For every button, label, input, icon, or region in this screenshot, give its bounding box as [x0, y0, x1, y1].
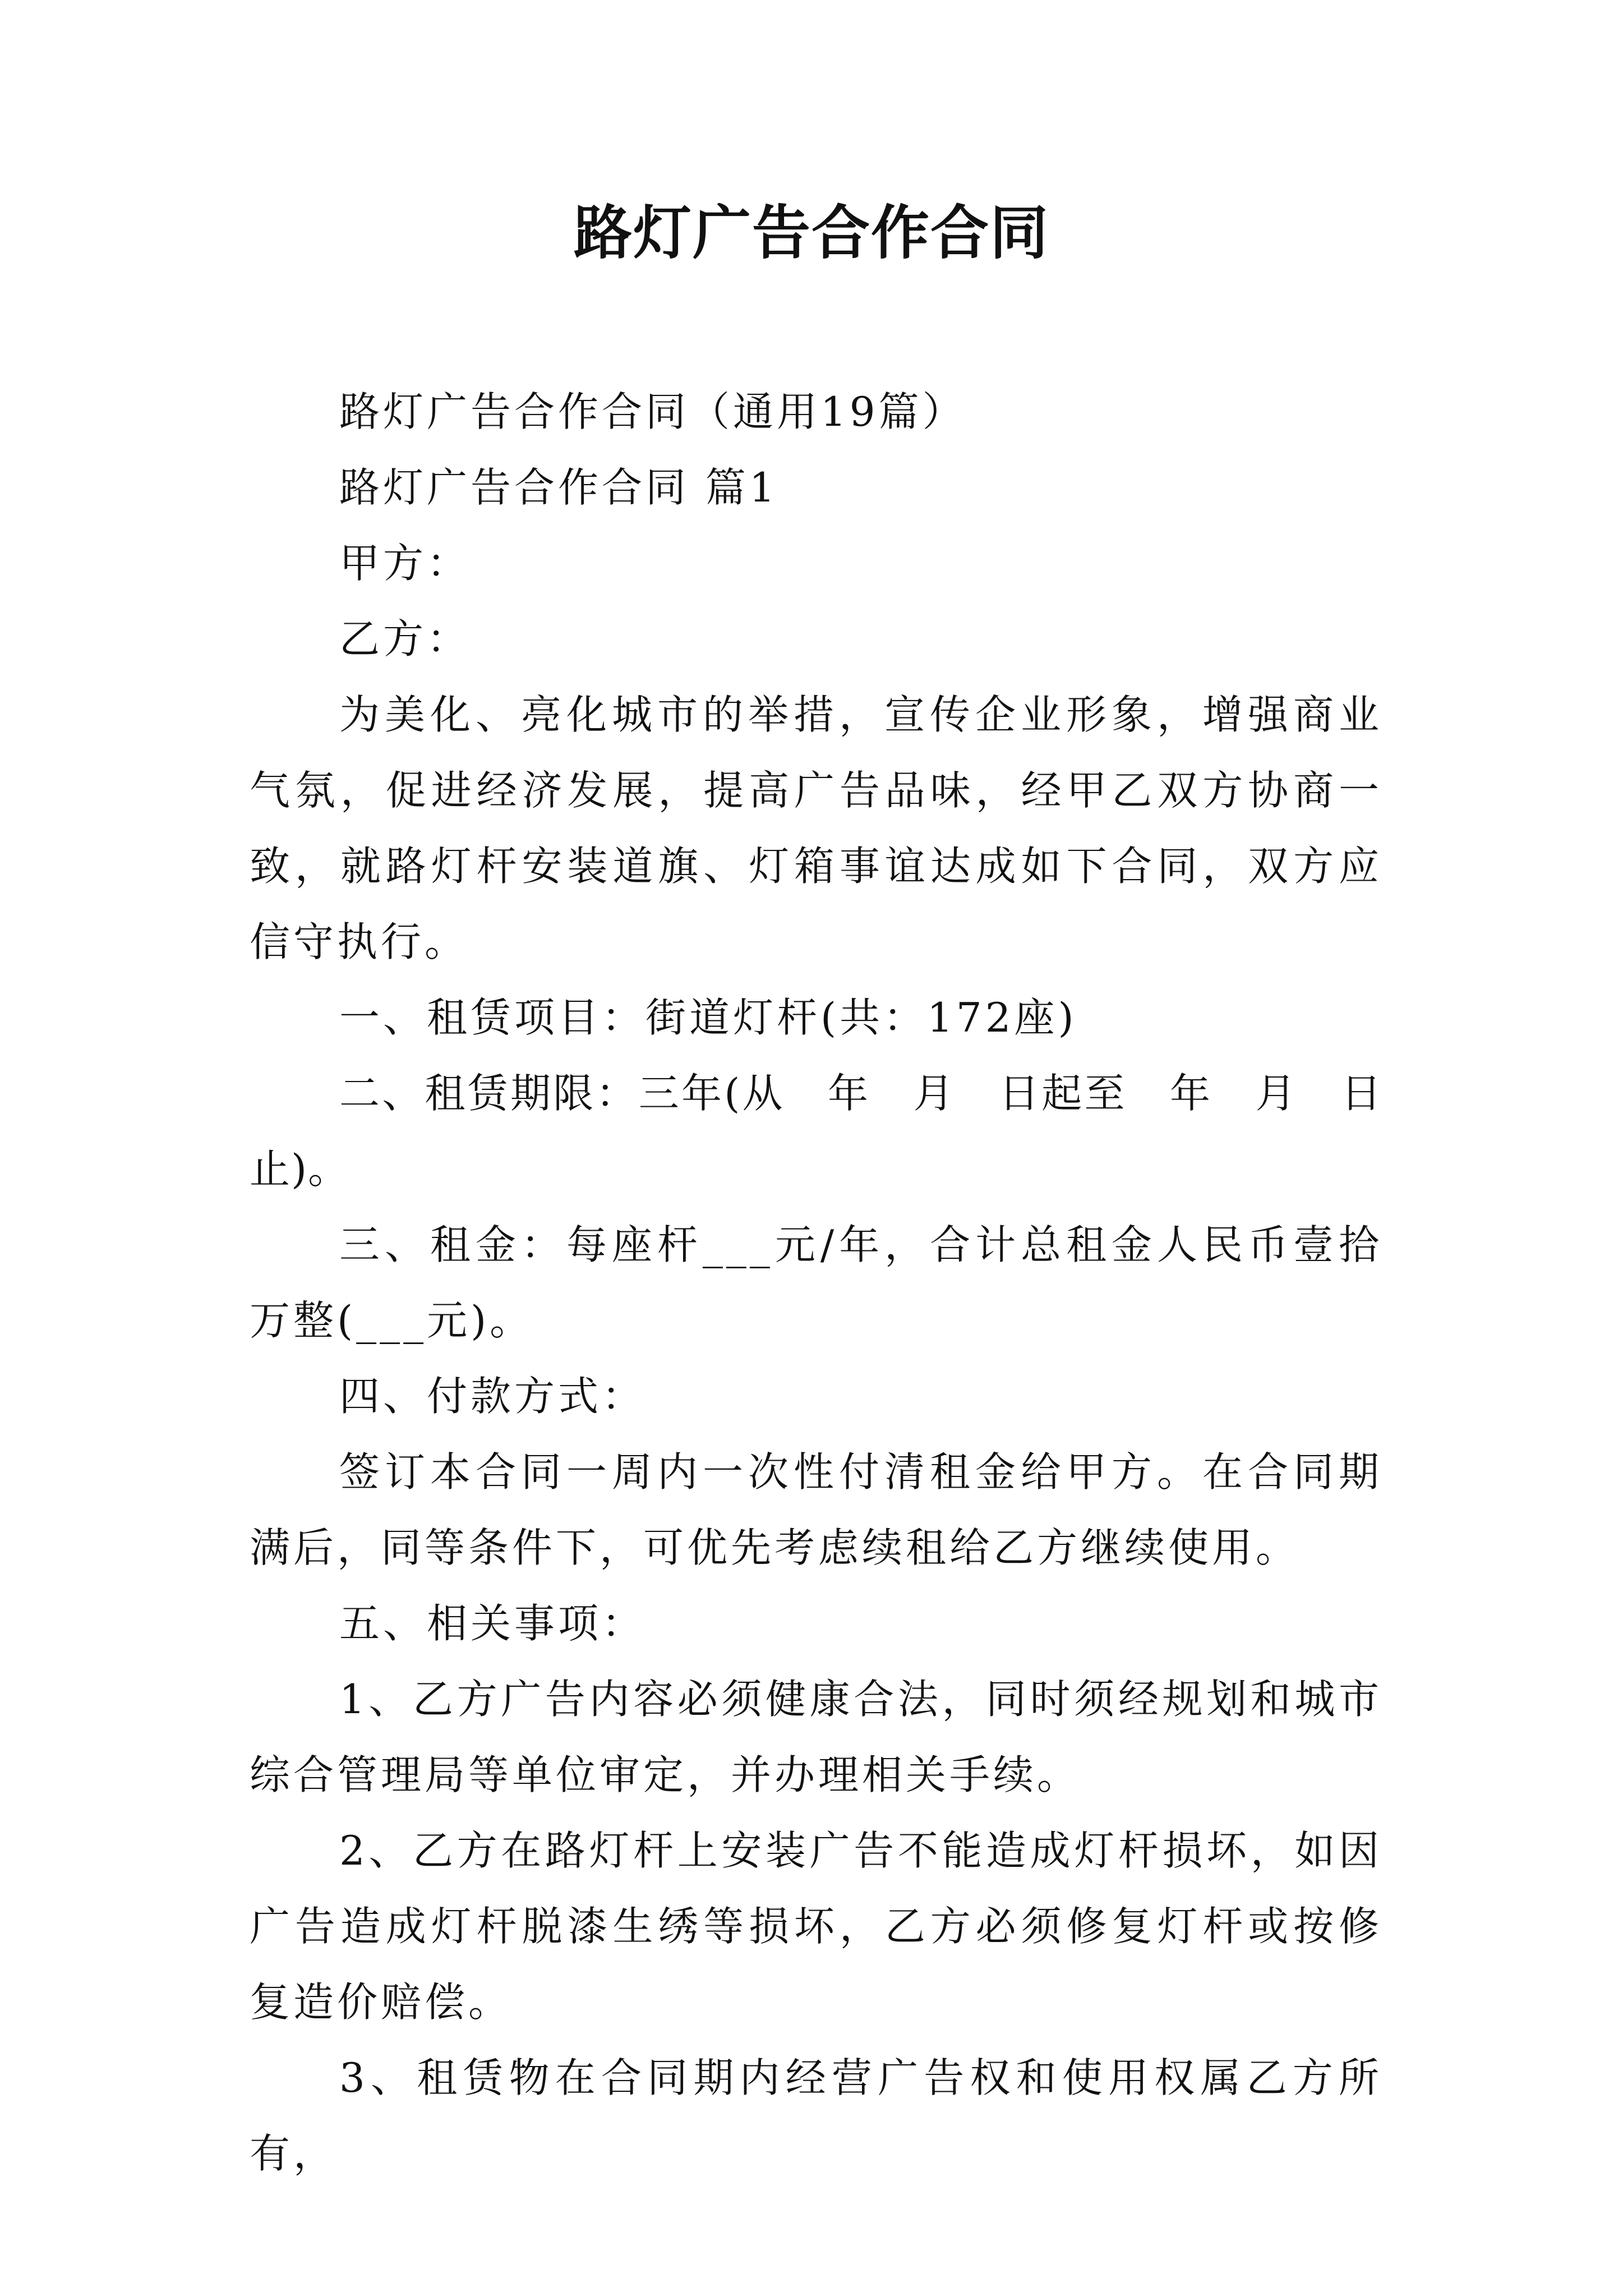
- paragraph-subtitle: 路灯广告合作合同（通用19篇）: [339, 388, 966, 435]
- document-title: 路灯广告合作合同: [573, 198, 1049, 267]
- paragraph-lease-term: 二、租赁期限：三年(从 年 月 日起至 年 月 日止)。: [250, 1070, 1382, 1193]
- paragraph-party-b: 乙方：: [339, 615, 471, 662]
- paragraph-item-1: 1、乙方广告内容必须健康合法，同时须经规划和城市综合管理局等单位审定，并办理相关手续。: [250, 1676, 1382, 1798]
- paragraph-purpose: 为美化、亮化城市的举措，宣传企业形象，增强商业气氛，促进经济发展，提高广告品味，经甲乙双方协商一致，就路灯杆安装道旗、灯箱事谊达成如下合同，双方应信守执行。: [250, 691, 1382, 965]
- paragraph-section-heading: 路灯广告合作合同 篇1: [339, 464, 778, 511]
- paragraph-lease-item: 一、租赁项目：街道灯杆(共：172座): [339, 994, 1077, 1041]
- paragraph-rent: 三、租金：每座杆___元/年，合计总租金人民币壹拾万整(___元)。: [250, 1221, 1382, 1344]
- paragraph-payment-detail: 签订本合同一周内一次性付清租金给甲方。在合同期满后，同等条件下，可优先考虑续租给乙方继续使用。: [250, 1448, 1382, 1571]
- paragraph-item-2: 2、乙方在路灯杆上安装广告不能造成灯杆损坏，如因广告造成灯杆脱漆生绣等损坏，乙方必须修复灯杆或按修复造价赔偿。: [250, 1827, 1382, 2026]
- paragraph-party-a: 甲方：: [339, 540, 471, 587]
- paragraph-item-3: 3、租赁物在合同期内经营广告权和使用权属乙方所有，: [250, 2054, 1382, 2177]
- document-body: [250, 374, 1382, 2192]
- paragraph-related-heading: 五、相关事项：: [339, 1600, 646, 1647]
- paragraph-payment-heading: 四、付款方式：: [339, 1373, 646, 1420]
